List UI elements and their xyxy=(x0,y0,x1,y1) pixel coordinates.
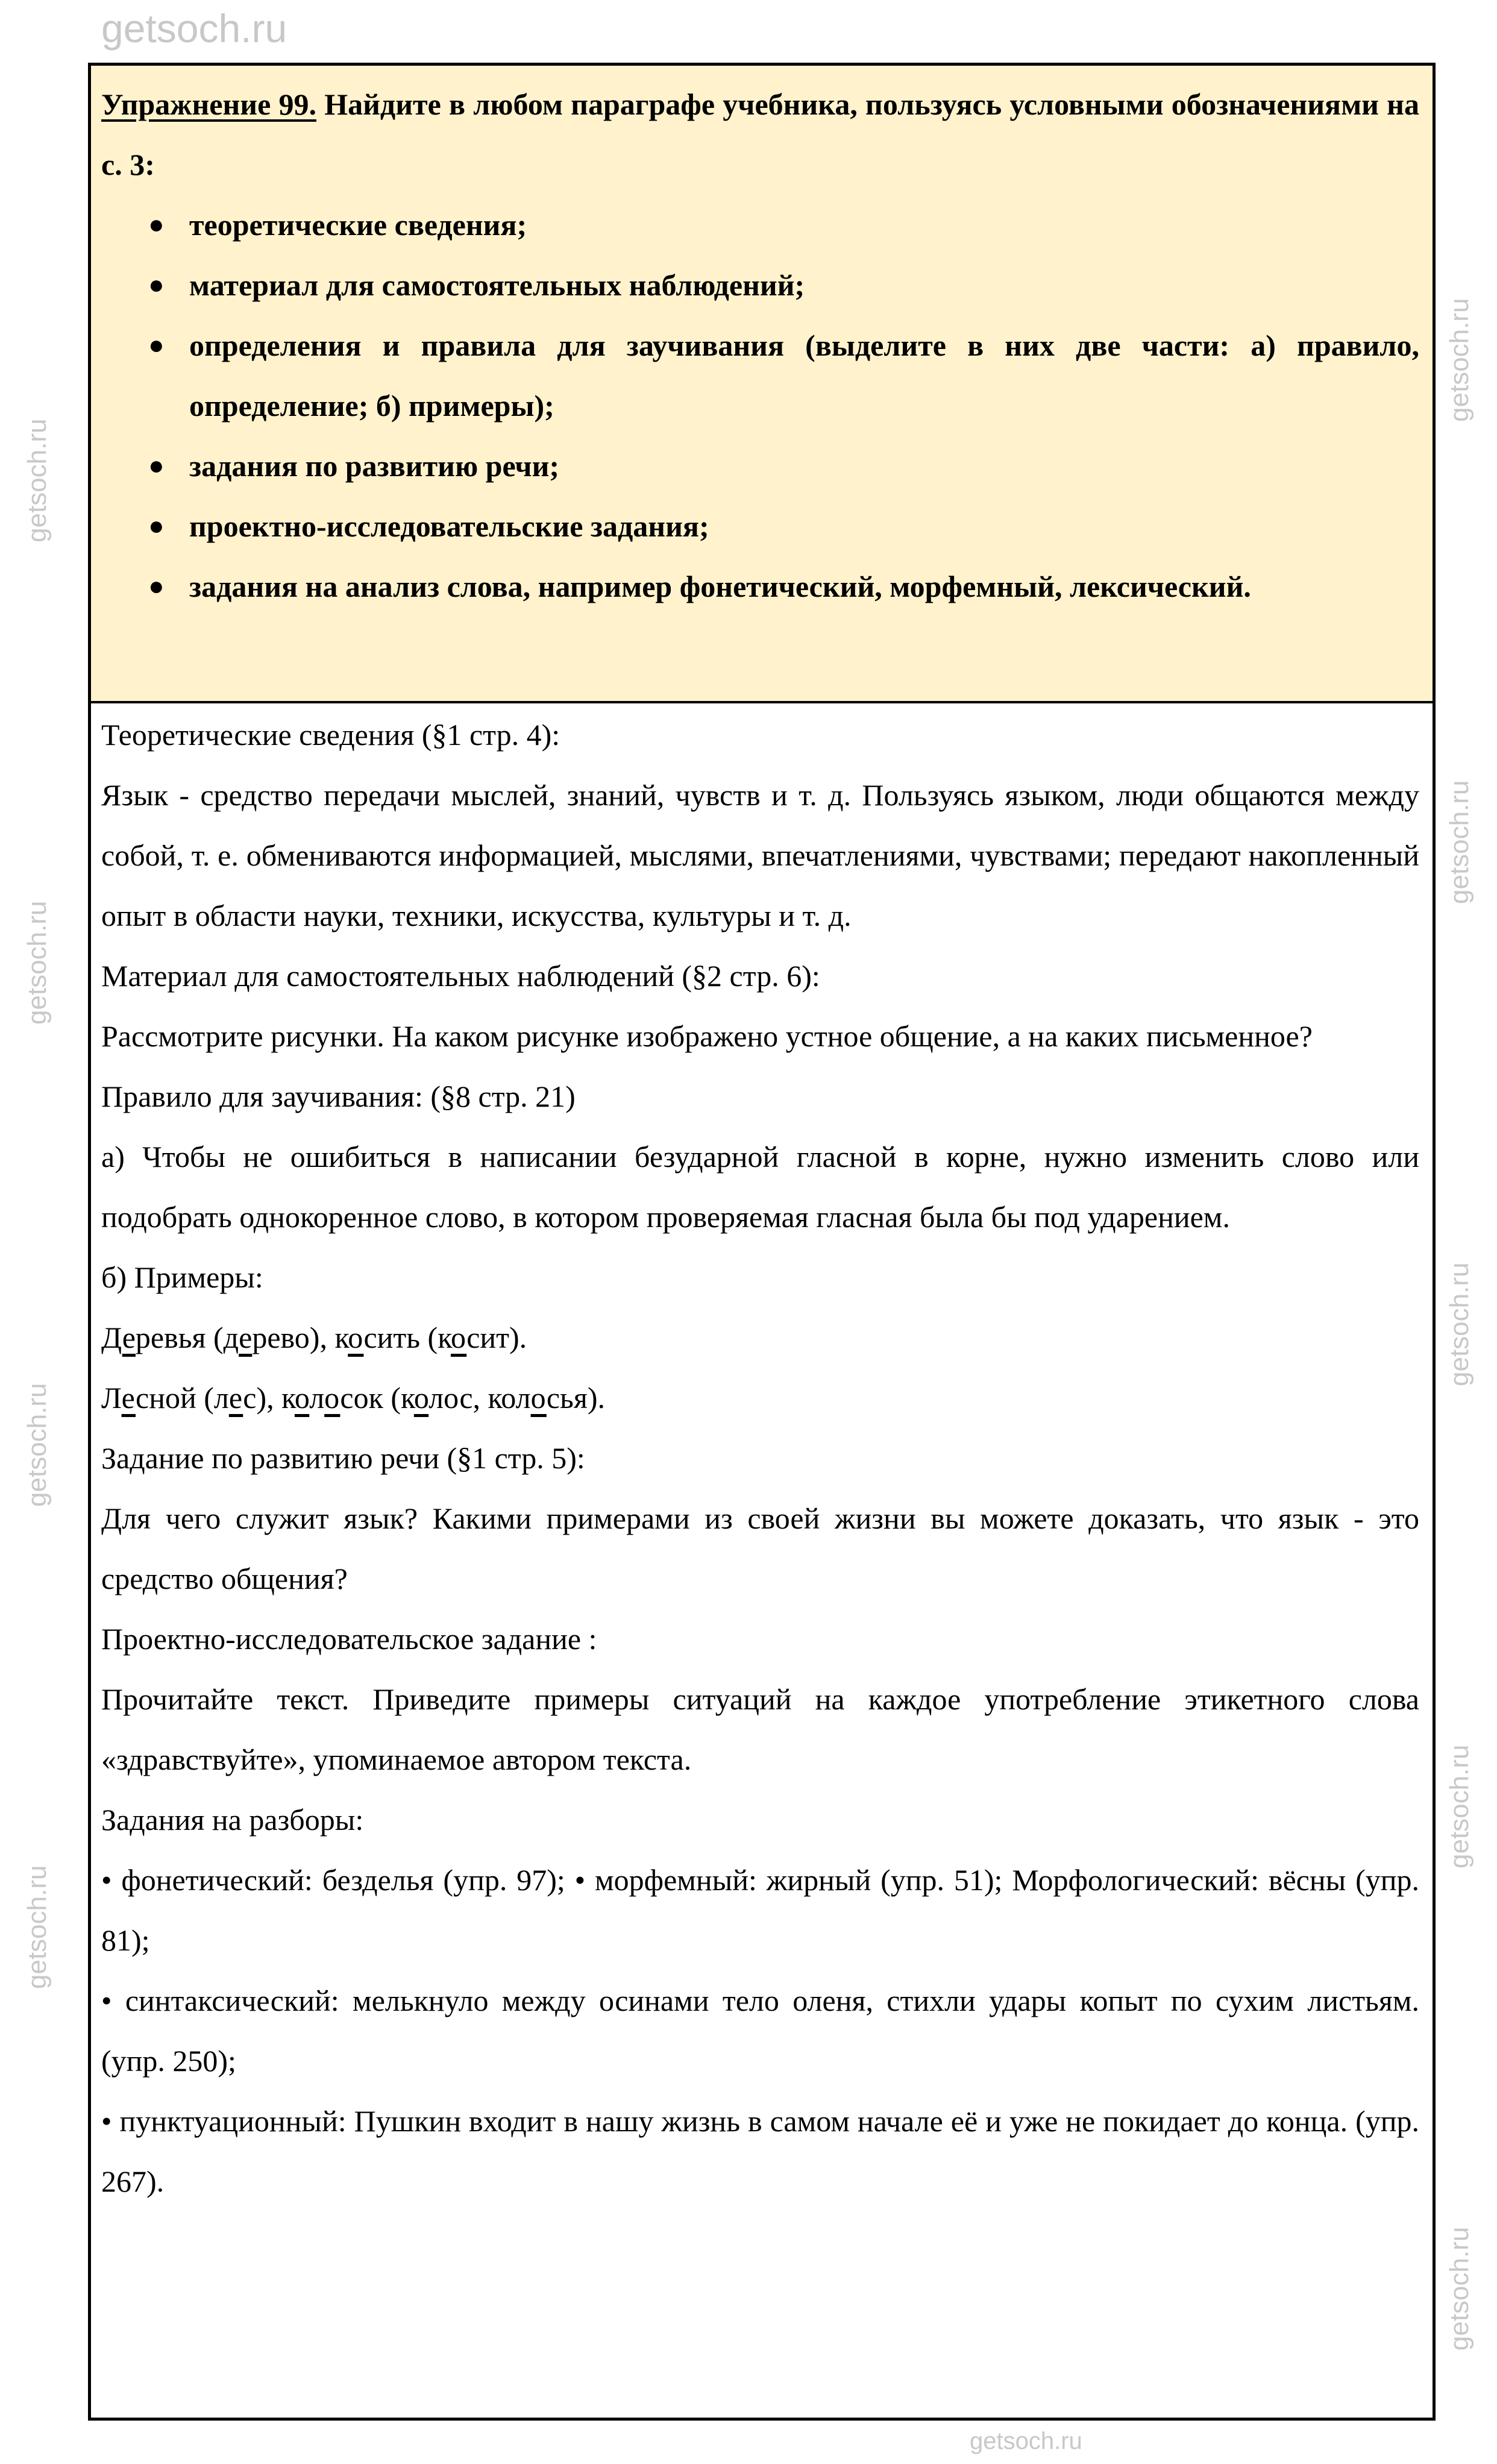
underlined-vowel: о xyxy=(450,1321,467,1354)
watermark: getsoch.ru xyxy=(1445,298,1474,422)
example-text: сить (к xyxy=(363,1321,451,1354)
task-section xyxy=(91,66,1433,703)
task-item xyxy=(101,195,1419,255)
example-line xyxy=(101,1368,1419,1428)
watermark: getsoch.ru xyxy=(22,1383,52,1507)
task-item xyxy=(101,255,1419,315)
task-item xyxy=(101,556,1419,617)
underlined-vowel: о xyxy=(413,1381,429,1415)
underlined-vowel: о xyxy=(348,1321,364,1354)
examples-heading: б) Примеры: xyxy=(101,1260,263,1294)
analysis-phonetic-morphemic: • фонетический: безделья (упр. 97); • морфемный: жирный (упр. 51); Морфологический: вёсны (упр. 81); xyxy=(101,1863,1419,1957)
example-text: сной (л xyxy=(136,1381,229,1415)
exercise-label: Упражнение 99. xyxy=(101,87,316,121)
observation-heading: Материал для самостоятельных наблюдений (§2 стр. 6): xyxy=(101,959,820,993)
speech-heading: Задание по развитию речи (§1 стр. 5): xyxy=(101,1441,585,1475)
watermark: getsoch.ru xyxy=(1445,1744,1474,1868)
underlined-vowel: е xyxy=(121,1381,136,1415)
underlined-vowel: е xyxy=(228,1381,243,1415)
watermark: getsoch.ru xyxy=(970,2428,1082,2454)
analysis-punctuation: • пунктуационный: Пушкин входит в нашу жизнь в самом начале её и уже не покидает до конца. (упр. 267). xyxy=(101,2104,1419,2198)
bullet-icon: ● xyxy=(148,511,165,541)
watermark: getsoch.ru xyxy=(22,900,52,1025)
underlined-vowel: е xyxy=(122,1321,136,1354)
analysis-heading: Задания на разборы: xyxy=(101,1803,364,1837)
example-text: Д xyxy=(101,1321,122,1354)
watermark: getsoch.ru xyxy=(101,6,287,51)
speech-text: Для чего служит язык? Какими примерами из своей жизни вы можете доказать, что язык - это средство общения? xyxy=(101,1501,1419,1595)
task-item-text: задания на анализ слова, например фонетический, морфемный, лексический. xyxy=(189,570,1251,603)
exercise-prompt-text: Найдите в любом параграфе учебника, пользуясь условными обозначениями на с. 3: xyxy=(101,87,1419,181)
bullet-icon: ● xyxy=(148,270,165,300)
task-item-text: материал для самостоятельных наблюдений; xyxy=(189,268,805,302)
watermark: getsoch.ru xyxy=(1445,1262,1474,1386)
underlined-vowel: о xyxy=(530,1381,547,1415)
example-text: рево), к xyxy=(252,1321,348,1354)
task-item-text: определения и правила для заучивания (выделите в них две части: а) правило, определение; б) примеры); xyxy=(189,328,1419,423)
task-item xyxy=(101,496,1419,556)
example-text: сит). xyxy=(466,1321,527,1354)
theory-text: Язык - средство передачи мыслей, знаний, чувств и т. д. Пользуясь языком, люди общаются между собой, т. е. обмениваются информацией, мыслями, впечатлениями, чувствами; передают накопленный опыт в области науки, техники, искусства, культуры и т. д. xyxy=(101,778,1419,932)
example-text: л xyxy=(309,1381,325,1415)
observation-text: Рассмотрите рисунки. На каком рисунке изображено устное общение, а на каких письменное? xyxy=(101,1019,1313,1053)
bullet-icon: ● xyxy=(148,571,165,601)
analysis-syntactic: • синтаксический: мелькнуло между осинами тело оленя, стихли удары копыт по сухим листьям. (упр. 250); xyxy=(101,1984,1419,2078)
example-text: лос, кол xyxy=(428,1381,531,1415)
theory-heading: Теоретические сведения (§1 стр. 4): xyxy=(101,718,560,752)
rule-heading: Правило для заучивания: (§8 стр. 21) xyxy=(101,1080,576,1113)
example-text: с), к xyxy=(243,1381,295,1415)
bullet-icon: ● xyxy=(148,451,165,480)
bullet-icon: ● xyxy=(148,330,165,360)
project-heading: Проектно-исследовательское задание : xyxy=(101,1622,597,1656)
example-line xyxy=(101,1307,1419,1368)
task-item xyxy=(101,436,1419,496)
watermark: getsoch.ru xyxy=(1445,2227,1474,2351)
project-text: Прочитайте текст. Приведите примеры ситуаций на каждое употребление этикетного слова «здравствуйте», упоминаемое автором текста. xyxy=(101,1682,1419,1776)
task-item-text: проектно-исследовательские задания; xyxy=(189,509,709,543)
task-item-text: задания по развитию речи; xyxy=(189,449,560,483)
answer-body xyxy=(101,705,1419,2211)
exercise-card xyxy=(88,63,1436,2421)
example-text: Л xyxy=(101,1381,122,1415)
answer-section xyxy=(91,703,1433,2418)
task-items-list xyxy=(101,195,1419,617)
bullet-icon: ● xyxy=(148,210,165,239)
watermark: getsoch.ru xyxy=(1445,780,1474,904)
example-text: сок (к xyxy=(340,1381,414,1415)
watermark: getsoch.ru xyxy=(22,1865,52,1989)
example-text: ревья (д xyxy=(135,1321,239,1354)
underlined-vowel: е xyxy=(239,1321,253,1354)
task-prompt xyxy=(101,74,1419,195)
underlined-vowel: о xyxy=(294,1381,310,1415)
task-item-text: теоретические сведения; xyxy=(189,208,527,242)
underlined-vowel: о xyxy=(324,1381,341,1415)
task-item xyxy=(101,315,1419,436)
example-text: сья). xyxy=(546,1381,605,1415)
rule-text: а) Чтобы не ошибиться в написании безударной гласной в корне, нужно изменить слово или подобрать однокоренное слово, в котором проверяемая гласная была бы под ударением. xyxy=(101,1140,1419,1234)
watermark: getsoch.ru xyxy=(22,418,52,542)
